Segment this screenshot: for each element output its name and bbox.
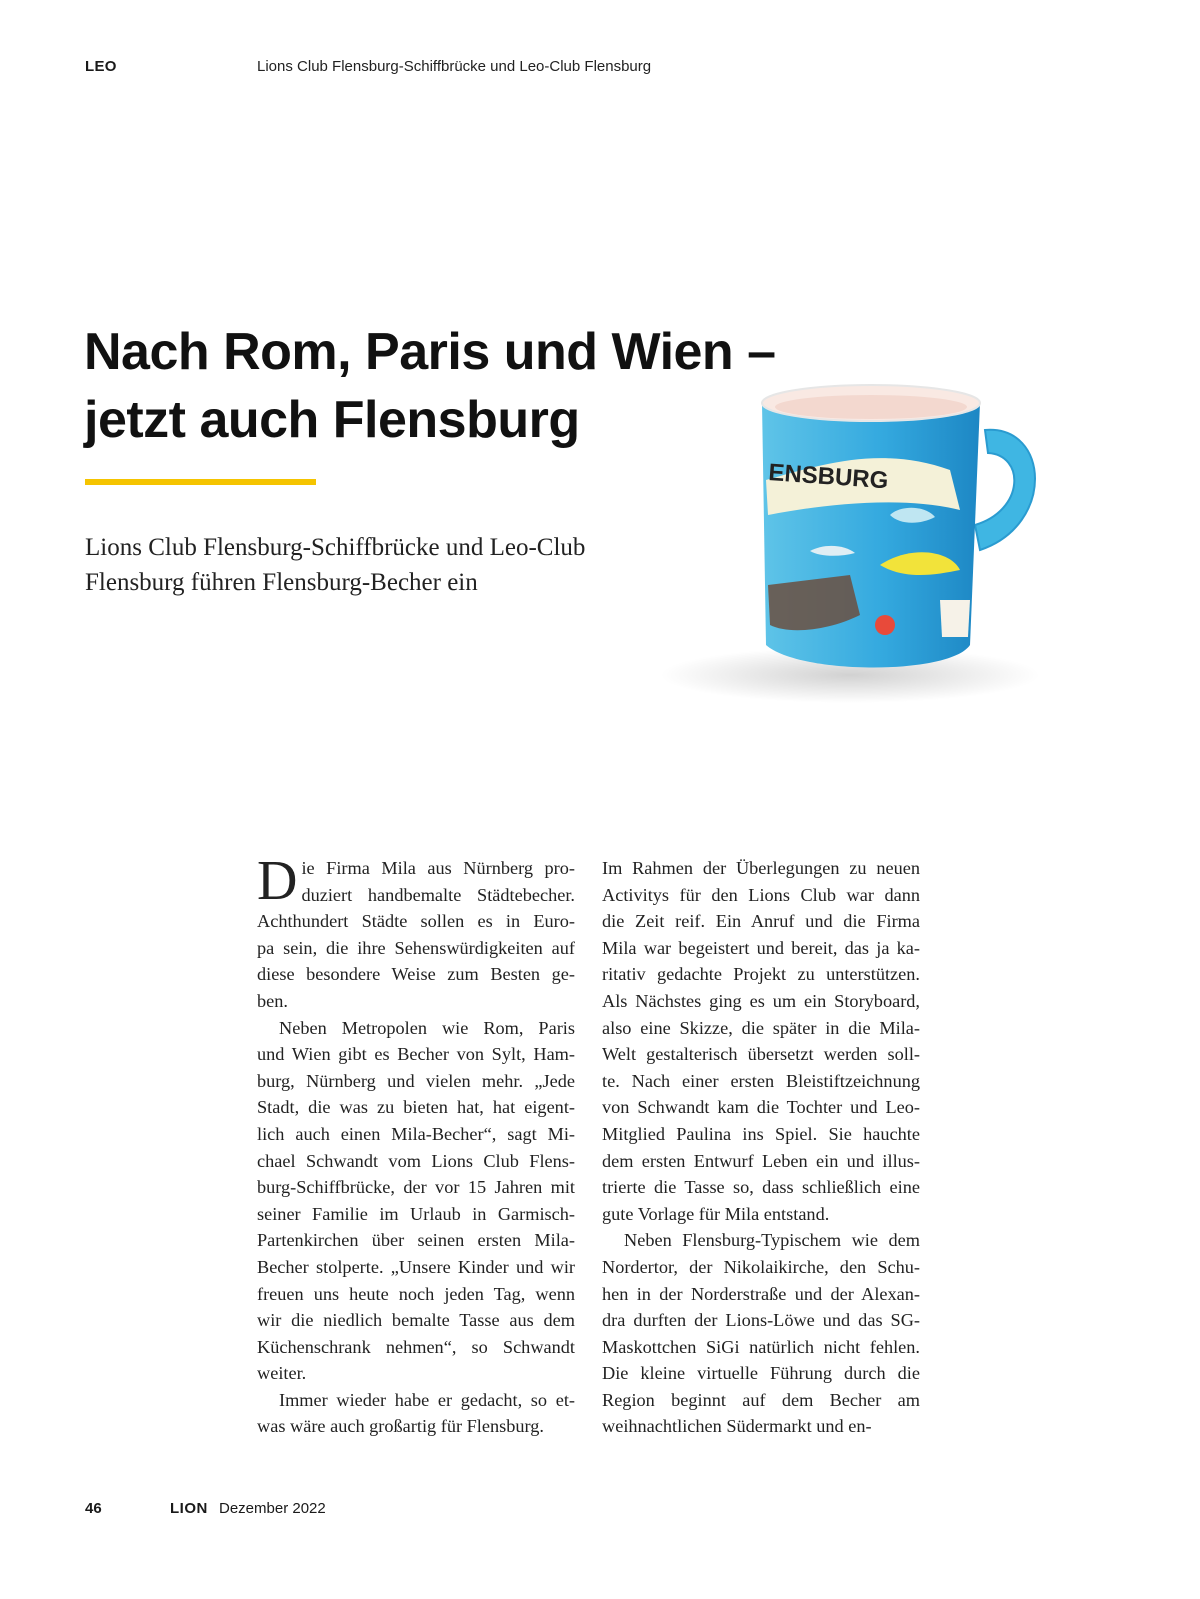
body-line: Immer wieder habe er gedacht, so et- <box>279 1389 575 1410</box>
body-line: Activitys für den Lions Club war dann <box>602 884 920 905</box>
body-line: lich auch einen Mila-Becher“, sagt Mi- <box>257 1123 575 1144</box>
body-line: Mitglied Paulina ins Spiel. Sie hauchte <box>602 1123 920 1144</box>
subhead-line: Lions Club Flensburg-Schiffbrücke und Leo-Club <box>85 534 586 561</box>
body-line: diese besondere Weise zum Besten ge- <box>257 964 575 985</box>
body-line: hen in der Norderstraße und der Alexan- <box>602 1283 920 1304</box>
drop-cap: D <box>257 855 298 909</box>
issue-date: Dezember 2022 <box>219 1500 326 1517</box>
mug-illustration <box>650 375 1070 705</box>
body-line: wir die niedlich bemalte Tasse aus dem <box>257 1310 575 1331</box>
mug-inside <box>775 395 967 419</box>
body-line: Nordertor, der Nikolaikirche, den Schu- <box>602 1256 920 1277</box>
body-line: von Schwandt kam die Tochter und Leo- <box>602 1097 920 1118</box>
magazine-name: LION <box>170 1500 208 1517</box>
dropcap-paragraph <box>257 855 575 908</box>
body-line: Maskottchen SiGi natürlich nicht fehlen. <box>602 1336 920 1357</box>
body-line: was wäre auch großartig für Flensburg. <box>257 1416 545 1437</box>
body-line: Neben Flensburg-Typischem wie dem <box>624 1230 920 1251</box>
mug-photo <box>650 375 1070 705</box>
body-line: Küchenschrank nehmen“, so Schwandt <box>257 1336 575 1357</box>
figure-shape <box>875 615 895 635</box>
body-line: te. Nach einer ersten Bleistiftzeichnung <box>602 1070 920 1091</box>
body-line: Becher stolperte. „Unsere Kinder und wir <box>257 1256 575 1277</box>
accent-divider <box>85 479 316 485</box>
section-label: LEO <box>85 58 117 75</box>
body-line: trierte die Tasse so, dass schließlich eine <box>602 1177 920 1198</box>
window-shape <box>940 600 970 637</box>
mug-handle <box>975 430 1035 550</box>
mug-label: ENSBURG <box>767 459 890 495</box>
body-line: dra durften der Lions-Löwe und das SG- <box>602 1310 920 1331</box>
body-line: freuen uns heute noch jeden Tag, wenn <box>257 1283 575 1304</box>
body-line: ritativ gedachte Projekt zu unterstützen. <box>602 964 920 985</box>
body-line: duziert handbemalte Städtebecher. <box>301 884 575 905</box>
body-line: also eine Skizze, die später in die Mila- <box>602 1017 920 1038</box>
page-number: 46 <box>85 1500 102 1517</box>
body-line: ie Firma Mila aus Nürnberg pro- <box>301 858 575 878</box>
body-line: ben. <box>257 990 288 1011</box>
body-line: pa sein, die ihre Sehenswürdigkeiten auf <box>257 937 575 958</box>
body-line: und Wien gibt es Becher von Sylt, Ham- <box>257 1044 575 1065</box>
headline-line: Nach Rom, Paris und Wien – <box>84 323 776 381</box>
body-line: Achthundert Städte sollen es in Euro- <box>257 911 575 932</box>
body-line: weiter. <box>257 1363 307 1384</box>
body-line: chael Schwandt vom Lions Club Flens- <box>257 1150 575 1171</box>
body-line: Als Nächstes ging es um ein Storyboard, <box>602 990 920 1011</box>
body-line: Region beginnt auf dem Becher am <box>602 1389 920 1410</box>
body-line: Die kleine virtuelle Führung durch die <box>602 1363 920 1384</box>
body-line: die Zeit reif. Ein Anruf und die Firma <box>602 911 920 932</box>
headline-line: jetzt auch Flensburg <box>84 391 580 449</box>
body-line: Stadt, die was zu bieten hat, hat eigent- <box>257 1097 575 1118</box>
subhead-line: Flensburg führen Flensburg-Becher ein <box>85 569 478 596</box>
body-line: Mila war begeistert und bereit, das ja ka- <box>602 937 920 958</box>
body-line: Partenkirchen über seinen ersten Mila- <box>257 1230 575 1251</box>
article-subhead <box>85 530 685 600</box>
body-line: gute Vorlage für Mila entstand. <box>602 1203 830 1224</box>
body-line: burg, Nürnberg und vielen mehr. „Jede <box>257 1070 575 1091</box>
body-line: weihnachtlichen Südermarkt und en- <box>602 1416 872 1437</box>
body-line: Im Rahmen der Überlegungen zu neuen <box>602 858 920 878</box>
body-line: Neben Metropolen wie Rom, Paris <box>279 1017 575 1038</box>
header-subtitle: Lions Club Flensburg-Schiffbrücke und Leo-Club Flensburg <box>257 58 652 75</box>
body-line: seiner Familie im Urlaub in Garmisch- <box>257 1203 575 1224</box>
body-line: dem ersten Entwurf Leben ein und illus- <box>602 1150 920 1171</box>
body-line: Welt gestalterisch übersetzt werden soll- <box>602 1044 920 1065</box>
body-column-right <box>602 855 920 1440</box>
body-column-left <box>257 855 575 1440</box>
body-line: burg-Schiffbrücke, der vor 15 Jahren mit <box>257 1177 575 1198</box>
